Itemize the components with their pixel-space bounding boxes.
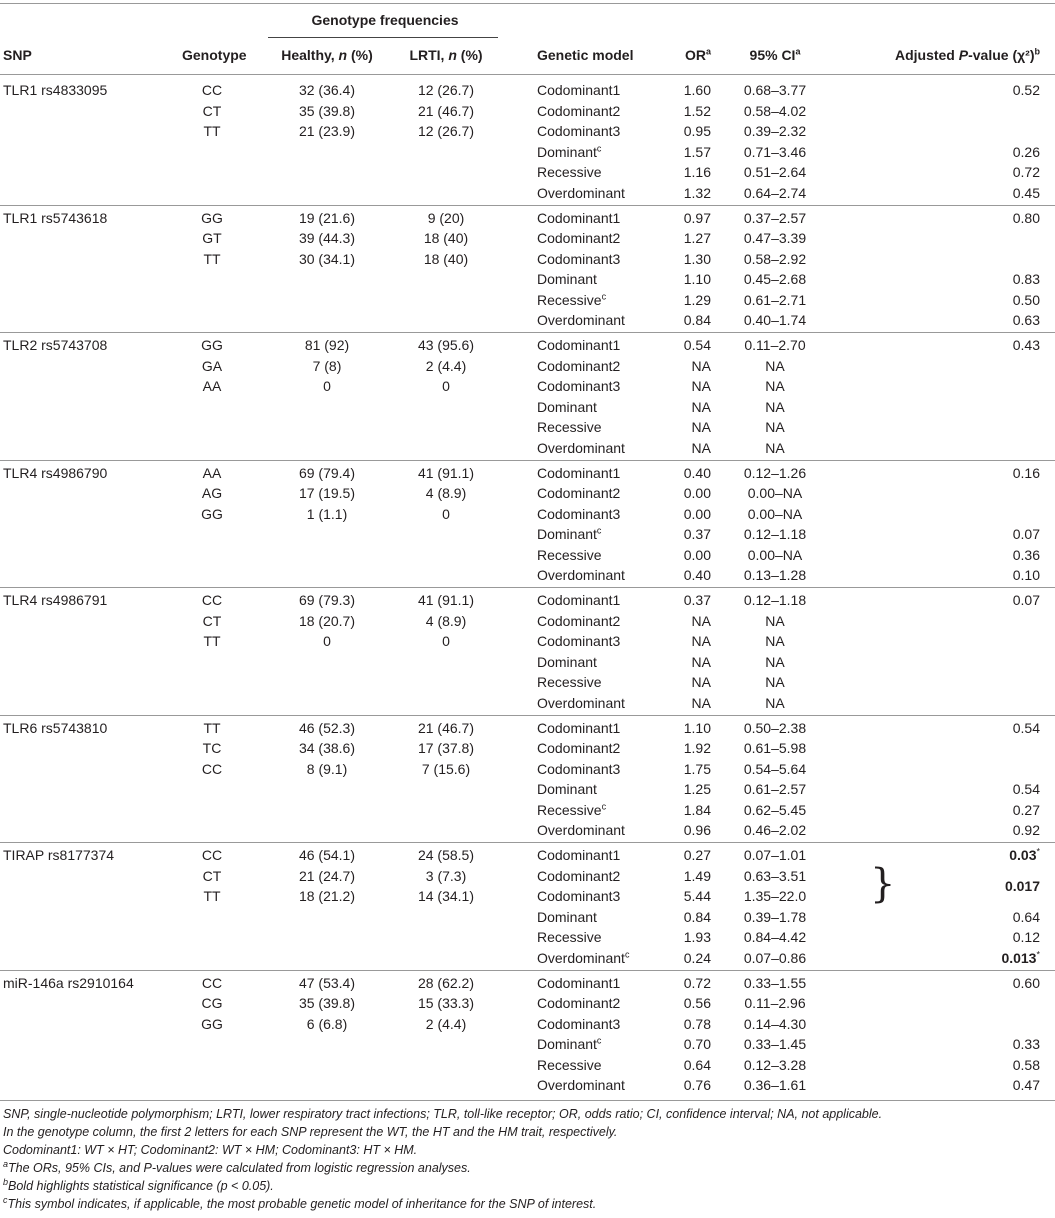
ci-cell: 0.00–NA — [747, 485, 803, 502]
p-value-cell: 0.07 — [1012, 526, 1040, 543]
group-divider — [0, 205, 1055, 206]
p-value-cell: 0.64 — [1012, 908, 1040, 925]
or-cell: 0.54 — [683, 337, 711, 353]
p-value-cell: 0.80 — [1012, 209, 1040, 226]
or-cell: 0.37 — [683, 592, 711, 608]
lrti-cell: 28 (62.2) — [417, 974, 475, 991]
snp-label: TLR1 rs4833095 — [3, 82, 108, 98]
or-cell: 0.95 — [683, 123, 711, 140]
group-divider — [0, 332, 1055, 333]
genetic-model-cell: Recessive — [537, 546, 602, 563]
healthy-cell: 0 — [323, 633, 331, 650]
ci-cell: 0.07–1.01 — [743, 847, 807, 863]
genetic-model-cell: Dominant — [537, 653, 597, 670]
ci-cell: 0.68–3.77 — [743, 82, 807, 98]
genotype-cell: CC — [201, 592, 223, 608]
ci-cell: 0.11–2.96 — [744, 995, 806, 1012]
p-value-cell: 0.26 — [1012, 143, 1040, 160]
genetic-model-cell: Codominant1 — [537, 337, 621, 353]
genetic-model-cell: Recessive — [537, 164, 602, 181]
genotype-cell: GT — [202, 230, 222, 247]
healthy-cell: 39 (44.3) — [298, 230, 356, 247]
ci-cell: NA — [765, 419, 785, 436]
or-cell: 1.60 — [683, 82, 711, 98]
ci-cell: NA — [765, 674, 785, 691]
genetic-model-cell: Overdominant — [537, 1077, 625, 1094]
lrti-cell: 24 (58.5) — [417, 847, 475, 863]
ci-cell: 0.45–2.68 — [743, 271, 807, 288]
healthy-cell: 46 (52.3) — [298, 719, 356, 736]
healthy-cell: 35 (39.8) — [298, 995, 356, 1012]
genotype-cell: CT — [202, 102, 222, 119]
or-cell: NA — [691, 439, 711, 456]
lrti-cell: 12 (26.7) — [417, 123, 475, 140]
ci-cell: 0.00–NA — [747, 505, 803, 522]
or-cell: 1.10 — [683, 271, 711, 288]
ci-cell: 0.50–2.38 — [743, 719, 807, 736]
p-value-cell: 0.83 — [1012, 271, 1040, 288]
or-cell: 1.52 — [683, 102, 711, 119]
footnote: $^a$The ORs, 95% CIs, and P-values were calculated from logistic regression analyses. — [3, 1158, 471, 1175]
p-value-cell: 0.63 — [1012, 312, 1040, 329]
or-cell: 0.40 — [683, 567, 711, 584]
genetic-model-cell: Codominant3 — [537, 633, 621, 650]
or-cell: 0.96 — [683, 822, 711, 839]
healthy-cell: 18 (20.7) — [298, 612, 356, 629]
genotype-cell: TT — [203, 633, 221, 650]
ci-cell: NA — [765, 612, 785, 629]
healthy-cell: 32 (36.4) — [298, 82, 356, 98]
footnote: SNP, single-nucleotide polymorphism; LRTI, lower respiratory tract infections; TLR, toll-like receptor; OR, odds ratio; CI, confidence interval; NA, not applicable. — [3, 1107, 883, 1121]
lrti-cell: 3 (7.3) — [425, 867, 467, 884]
group-divider — [0, 715, 1055, 716]
snp-label: TLR4 rs4986791 — [3, 592, 108, 608]
ci-cell: NA — [765, 357, 785, 374]
footnote: $^c$This symbol indicates, if applicable, the most probable genetic model of inheritance for the SNP of interest. — [3, 1194, 597, 1211]
ci-cell: 0.11–2.70 — [744, 337, 806, 353]
p-value-cell: 0.45 — [1012, 184, 1040, 201]
healthy-cell: 0 — [323, 378, 331, 395]
genetic-model-cell: Recessive$^c$ — [537, 291, 607, 308]
lrti-cell: 41 (91.1) — [417, 464, 475, 481]
healthy-cell: 35 (39.8) — [298, 102, 356, 119]
genetic-model-cell: Overdominant — [537, 439, 625, 456]
genotype-cell: GG — [201, 209, 223, 226]
header-genotype-frequencies: Genotype frequencies — [311, 12, 459, 28]
p-value-cell: 0.54 — [1012, 719, 1040, 736]
ci-cell: 0.14–4.30 — [743, 1015, 807, 1032]
genetic-model-cell: Codominant1 — [537, 847, 621, 863]
healthy-cell: 69 (79.3) — [298, 592, 356, 608]
genetic-model-cell: Codominant2 — [537, 740, 621, 757]
genotype-cell: GG — [201, 1015, 223, 1032]
snp-label: miR-146a rs2910164 — [3, 974, 134, 991]
genotype-cell: AA — [202, 378, 222, 395]
healthy-cell: 69 (79.4) — [298, 464, 356, 481]
or-cell: NA — [691, 378, 711, 395]
genetic-model-cell: Codominant2 — [537, 612, 621, 629]
genotype-cell: TT — [203, 250, 221, 267]
or-cell: 0.00 — [683, 505, 711, 522]
healthy-cell: 8 (9.1) — [306, 760, 348, 777]
footnote: In the genotype column, the first 2 letters for each SNP represent the WT, the HT and the HM trait, respectively. — [3, 1125, 618, 1139]
footnote: $^b$Bold highlights statistical significance (p < 0.05). — [3, 1176, 274, 1193]
or-cell: 1.27 — [683, 230, 711, 247]
header-adjusted-p: Adjusted P-value $(\chi^2)^b$ — [894, 46, 1040, 63]
genotype-cell: CC — [201, 760, 223, 777]
or-cell: 0.24 — [683, 949, 711, 966]
genotype-cell: TC — [202, 740, 222, 757]
genotype-cell: AA — [202, 464, 222, 481]
or-cell: NA — [691, 357, 711, 374]
lrti-cell: 21 (46.7) — [417, 102, 475, 119]
or-cell: NA — [691, 398, 711, 415]
p-value-cell: 0.03* — [1009, 846, 1040, 863]
ci-cell: 0.12–3.28 — [743, 1056, 807, 1073]
or-cell: 0.56 — [683, 995, 711, 1012]
ci-cell: 0.62–5.45 — [743, 801, 807, 818]
genetic-model-cell: Codominant2 — [537, 485, 621, 502]
or-cell: 0.84 — [683, 908, 711, 925]
ci-cell: 0.47–3.39 — [743, 230, 807, 247]
genetic-model-cell: Overdominant$^c$ — [537, 949, 630, 966]
or-cell: 1.10 — [683, 719, 711, 736]
p-value-cell: 0.52 — [1012, 82, 1040, 98]
ci-cell: 0.58–2.92 — [743, 250, 807, 267]
header-frequencies-rule — [268, 37, 498, 38]
genetic-model-cell: Recessive — [537, 1056, 602, 1073]
genetic-model-cell: Overdominant — [537, 822, 625, 839]
genetic-model-cell: Codominant1 — [537, 209, 621, 226]
or-cell: 0.37 — [683, 526, 711, 543]
genetic-model-cell: Codominant1 — [537, 592, 621, 608]
group-divider — [0, 587, 1055, 588]
genetic-model-cell: Dominant$^c$ — [537, 525, 602, 543]
or-cell: 1.57 — [683, 143, 711, 160]
or-cell: 1.30 — [683, 250, 711, 267]
genetic-model-cell: Codominant3 — [537, 250, 621, 267]
or-cell: 0.00 — [683, 546, 711, 563]
ci-cell: NA — [765, 653, 785, 670]
genotype-cell: CT — [202, 612, 222, 629]
lrti-cell: 7 (15.6) — [421, 760, 471, 777]
p-value-cell: 0.54 — [1012, 781, 1040, 798]
ci-cell: 0.61–5.98 — [743, 740, 807, 757]
genetic-model-cell: Codominant3 — [537, 760, 621, 777]
lrti-cell: 0 — [442, 378, 450, 395]
p-value-cell: 0.16 — [1012, 464, 1040, 481]
lrti-cell: 14 (34.1) — [417, 888, 475, 905]
genotype-cell: CT — [202, 867, 222, 884]
ci-cell: 0.36–1.61 — [743, 1077, 807, 1094]
snp-label: TIRAP rs8177374 — [3, 847, 115, 863]
ci-cell: 0.63–3.51 — [743, 867, 807, 884]
or-cell: 0.84 — [683, 312, 711, 329]
genetic-model-cell: Dominant$^c$ — [537, 142, 602, 160]
ci-cell: 0.00–NA — [747, 546, 803, 563]
p-value-cell: 0.60 — [1012, 974, 1040, 991]
healthy-cell: 81 (92) — [304, 337, 350, 353]
p-value-cell: 0.58 — [1012, 1056, 1040, 1073]
ci-cell: 0.39–1.78 — [743, 908, 807, 925]
ci-cell: 0.51–2.64 — [743, 164, 807, 181]
ci-cell: NA — [765, 398, 785, 415]
healthy-cell: 18 (21.2) — [298, 888, 356, 905]
healthy-cell: 19 (21.6) — [298, 209, 356, 226]
genotype-cell: TT — [203, 123, 221, 140]
genotype-cell: TT — [203, 719, 221, 736]
ci-cell: 0.12–1.18 — [743, 526, 807, 543]
genetic-model-cell: Codominant1 — [537, 464, 621, 481]
ci-cell: NA — [765, 694, 785, 711]
genetic-model-cell: Overdominant — [537, 312, 625, 329]
lrti-cell: 0 — [442, 505, 450, 522]
or-cell: 0.76 — [683, 1077, 711, 1094]
healthy-cell: 6 (6.8) — [306, 1015, 348, 1032]
or-cell: 0.97 — [683, 209, 711, 226]
header-bottom-rule — [0, 74, 1055, 75]
ci-cell: 0.58–4.02 — [743, 102, 807, 119]
genetic-model-cell: Recessive — [537, 929, 602, 946]
p-value-cell: 0.07 — [1012, 592, 1040, 608]
group-divider — [0, 970, 1055, 971]
p-value-cell: 0.10 — [1012, 567, 1040, 584]
lrti-cell: 43 (95.6) — [417, 337, 475, 353]
p-value-cell: 0.72 — [1012, 164, 1040, 181]
table-top-rule — [0, 3, 1055, 4]
bracket-p-value: 0.017 — [1004, 877, 1040, 894]
genetic-model-cell: Dominant — [537, 398, 597, 415]
healthy-cell: 7 (8) — [312, 357, 342, 374]
ci-cell: 0.33–1.45 — [743, 1036, 807, 1053]
genetic-model-cell: Dominant$^c$ — [537, 1035, 602, 1053]
header-healthy: Healthy, n (%) — [281, 47, 373, 63]
ci-cell: 0.54–5.64 — [743, 760, 807, 777]
genetic-model-cell: Codominant2 — [537, 230, 621, 247]
healthy-cell: 30 (34.1) — [298, 250, 356, 267]
p-value-cell: 0.27 — [1012, 801, 1040, 818]
ci-cell: 0.84–4.42 — [743, 929, 807, 946]
ci-cell: 1.35–22.0 — [743, 888, 807, 905]
lrti-cell: 0 — [442, 633, 450, 650]
genetic-model-cell: Codominant2 — [537, 102, 621, 119]
genotype-cell: CG — [201, 995, 223, 1012]
or-cell: 0.40 — [683, 464, 711, 481]
genetic-model-cell: Recessive — [537, 419, 602, 436]
or-cell: 0.78 — [683, 1015, 711, 1032]
ci-cell: 0.39–2.32 — [743, 123, 807, 140]
genetic-model-cell: Codominant2 — [537, 357, 621, 374]
genetic-model-cell: Codominant2 — [537, 995, 621, 1012]
genotype-cell: AG — [201, 485, 223, 502]
bracket-brace: } — [870, 861, 896, 907]
genotype-cell: CC — [201, 82, 223, 98]
ci-cell: NA — [765, 378, 785, 395]
genetic-model-cell: Codominant3 — [537, 378, 621, 395]
p-value-cell: 0.50 — [1012, 291, 1040, 308]
or-cell: 5.44 — [683, 888, 711, 905]
ci-cell: 0.40–1.74 — [743, 312, 807, 329]
header-genotype: Genotype — [182, 47, 247, 63]
genotype-cell: CC — [201, 974, 223, 991]
healthy-cell: 17 (19.5) — [298, 485, 356, 502]
lrti-cell: 18 (40) — [423, 250, 469, 267]
genetic-model-cell: Dominant — [537, 271, 597, 288]
healthy-cell: 21 (24.7) — [298, 867, 356, 884]
p-value-cell: 0.92 — [1012, 822, 1040, 839]
or-cell: 0.70 — [683, 1036, 711, 1053]
healthy-cell: 21 (23.9) — [298, 123, 356, 140]
group-divider — [0, 842, 1055, 843]
ci-cell: 0.07–0.86 — [743, 949, 807, 966]
lrti-cell: 15 (33.3) — [417, 995, 475, 1012]
genetic-model-cell: Overdominant — [537, 184, 625, 201]
p-value-cell: 0.33 — [1012, 1036, 1040, 1053]
genotype-cell: GG — [201, 337, 223, 353]
or-cell: 0.64 — [683, 1056, 711, 1073]
genotype-cell: GA — [201, 357, 223, 374]
or-cell: 1.84 — [683, 801, 711, 818]
lrti-cell: 41 (91.1) — [417, 592, 475, 608]
or-cell: NA — [691, 674, 711, 691]
ci-cell: 0.12–1.26 — [743, 464, 807, 481]
genetic-model-cell: Codominant3 — [537, 123, 621, 140]
genetic-model-cell: Codominant3 — [537, 505, 621, 522]
header-ci: 95% $CI^a$ — [749, 46, 801, 63]
genetic-model-cell: Codominant1 — [537, 974, 621, 991]
ci-cell: 0.64–2.74 — [743, 184, 807, 201]
lrti-cell: 17 (37.8) — [417, 740, 475, 757]
genetic-model-cell: Codominant3 — [537, 888, 621, 905]
genetic-model-cell: Recessive$^c$ — [537, 801, 607, 818]
ci-cell: 0.61–2.71 — [743, 291, 807, 308]
ci-cell: 0.46–2.02 — [743, 822, 807, 839]
or-cell: 1.92 — [683, 740, 711, 757]
lrti-cell: 2 (4.4) — [425, 1015, 467, 1032]
genetic-model-cell: Codominant2 — [537, 867, 621, 884]
healthy-cell: 34 (38.6) — [298, 740, 356, 757]
or-cell: 1.75 — [683, 760, 711, 777]
or-cell: 1.49 — [683, 867, 711, 884]
lrti-cell: 4 (8.9) — [425, 485, 467, 502]
healthy-cell: 46 (54.1) — [298, 847, 356, 863]
ci-cell: 0.37–2.57 — [743, 209, 807, 226]
header-lrti: LRTI, n (%) — [409, 47, 483, 63]
genotype-cell: CC — [201, 847, 223, 863]
or-cell: 1.16 — [683, 164, 711, 181]
snp-label: TLR2 rs5743708 — [3, 337, 108, 353]
or-cell: 0.00 — [683, 485, 711, 502]
lrti-cell: 12 (26.7) — [417, 82, 475, 98]
or-cell: 1.32 — [683, 184, 711, 201]
or-cell: 1.93 — [683, 929, 711, 946]
p-value-cell: 0.013* — [1001, 949, 1040, 966]
genotype-cell: TT — [203, 888, 221, 905]
ci-cell: 0.12–1.18 — [743, 592, 807, 608]
p-value-cell: 0.47 — [1012, 1077, 1040, 1094]
ci-cell: 0.33–1.55 — [743, 974, 807, 991]
snp-label: TLR1 rs5743618 — [3, 209, 108, 226]
lrti-cell: 21 (46.7) — [417, 719, 475, 736]
or-cell: 0.27 — [683, 847, 711, 863]
ci-cell: 0.13–1.28 — [743, 567, 807, 584]
genetic-model-cell: Overdominant — [537, 567, 625, 584]
genetic-model-cell: Overdominant — [537, 694, 625, 711]
genotype-cell: GG — [201, 505, 223, 522]
p-value-cell: 0.36 — [1012, 546, 1040, 563]
genetic-model-cell: Recessive — [537, 674, 602, 691]
or-cell: 0.72 — [683, 974, 711, 991]
p-value-cell: 0.12 — [1012, 929, 1040, 946]
group-divider — [0, 460, 1055, 461]
genetic-model-cell: Codominant1 — [537, 719, 621, 736]
lrti-cell: 18 (40) — [423, 230, 469, 247]
header-snp: SNP — [3, 47, 32, 63]
ci-cell: 0.71–3.46 — [743, 143, 807, 160]
ci-cell: NA — [765, 633, 785, 650]
healthy-cell: 47 (53.4) — [298, 974, 356, 991]
table-bottom-rule — [0, 1100, 1055, 1101]
snp-label: TLR6 rs5743810 — [3, 719, 108, 736]
ci-cell: NA — [765, 439, 785, 456]
lrti-cell: 2 (4.4) — [425, 357, 467, 374]
lrti-cell: 9 (20) — [427, 209, 465, 226]
genetic-model-cell: Codominant1 — [537, 82, 621, 98]
genetic-model-cell: Codominant3 — [537, 1015, 621, 1032]
or-cell: NA — [691, 612, 711, 629]
lrti-cell: 4 (8.9) — [425, 612, 467, 629]
or-cell: 1.25 — [683, 781, 711, 798]
genetic-model-cell: Dominant — [537, 781, 597, 798]
footnote: Codominant1: WT × HT; Codominant2: WT × HM; Codominant3: HT × HM. — [3, 1143, 418, 1157]
or-cell: NA — [691, 694, 711, 711]
healthy-cell: 1 (1.1) — [306, 505, 348, 522]
or-cell: NA — [691, 633, 711, 650]
snp-label: TLR4 rs4986790 — [3, 464, 108, 481]
header-or: $OR^a$ — [684, 46, 711, 63]
ci-cell: 0.61–2.57 — [743, 781, 807, 798]
or-cell: NA — [691, 419, 711, 436]
or-cell: 1.29 — [683, 291, 711, 308]
or-cell: NA — [691, 653, 711, 670]
header-genetic-model: Genetic model — [537, 47, 634, 63]
p-value-cell: 0.43 — [1012, 337, 1040, 353]
genetic-model-cell: Dominant — [537, 908, 597, 925]
